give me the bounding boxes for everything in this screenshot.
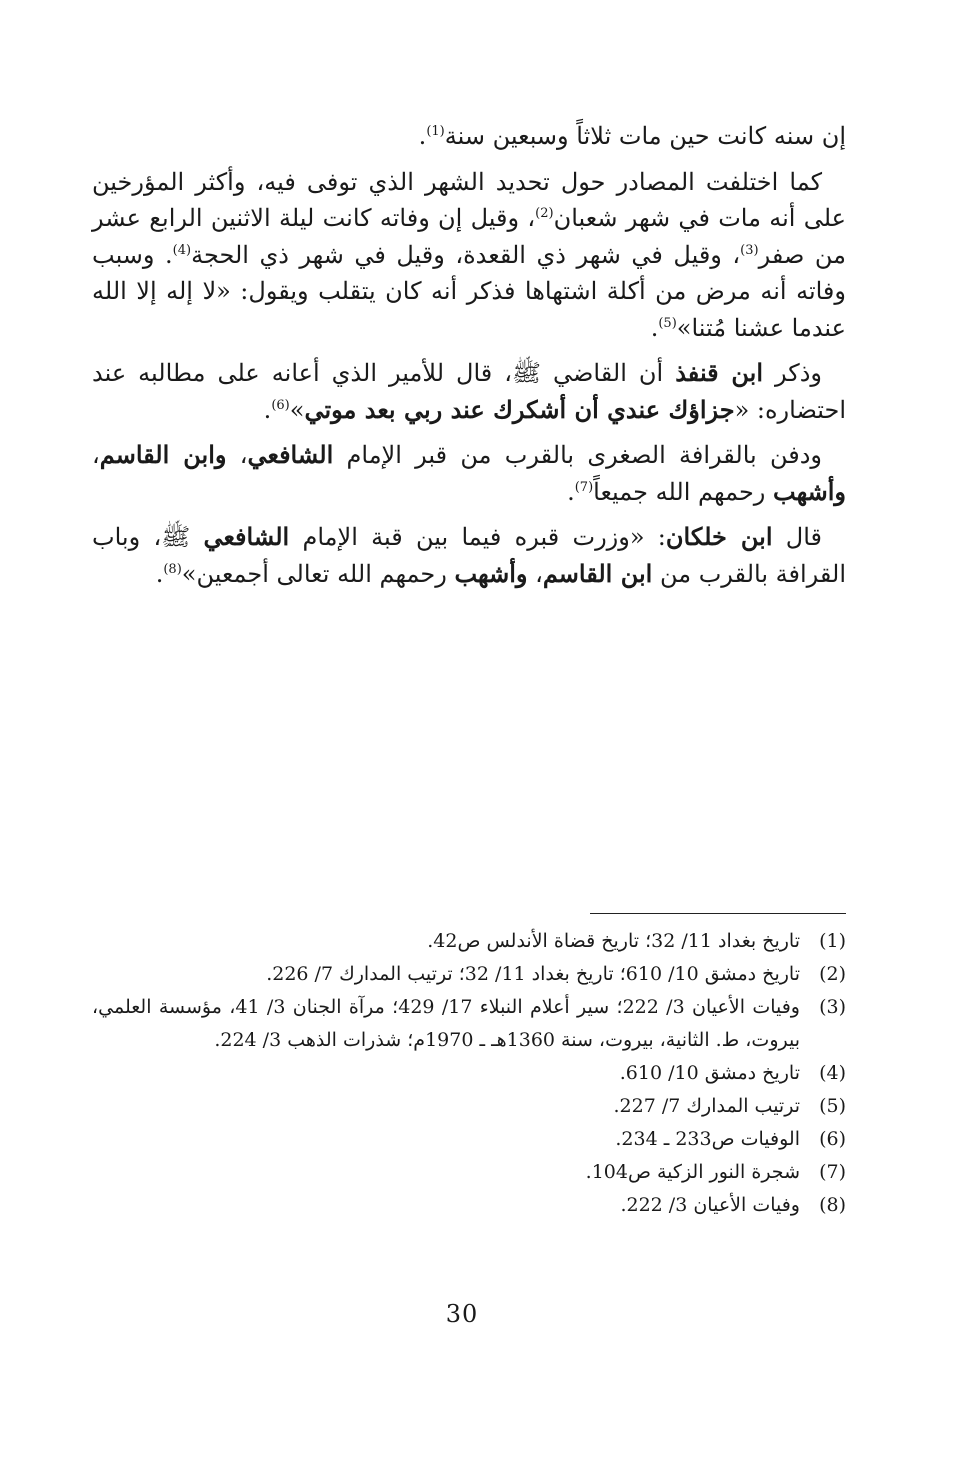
bold-name: وابن القاسم bbox=[99, 440, 227, 469]
bold-name: ابن قنفذ bbox=[675, 358, 764, 387]
paragraph-text: وذكر bbox=[763, 359, 822, 387]
footnote-number: (2) bbox=[819, 963, 846, 985]
footnote-ref[interactable]: (7) bbox=[574, 479, 594, 495]
footnote-ref[interactable]: (3) bbox=[740, 242, 759, 258]
footnote-ref[interactable]: (2) bbox=[535, 206, 554, 221]
footnote-item bbox=[92, 1189, 846, 1222]
footnote-divider bbox=[590, 913, 846, 914]
paragraph-text: ، وقيل في شهر ذي القعدة، وقيل في شهر ذي الحجة bbox=[191, 240, 741, 269]
footnote-item bbox=[92, 958, 846, 991]
paragraph-text: . bbox=[650, 313, 659, 342]
footnote-ref[interactable]: (1) bbox=[426, 124, 445, 139]
paragraph-text: قال bbox=[772, 523, 822, 551]
paragraph-text: أن القاضي ﷺ، قال للأمير الذي أعانه على مطالبه عند احتضاره: « bbox=[92, 359, 846, 424]
footnote-number: (6) bbox=[819, 1128, 846, 1150]
paragraph-text: . bbox=[567, 477, 575, 506]
paragraph-text: إن سنه كانت حين مات ثلاثاً وسبعين سنة bbox=[444, 122, 846, 150]
paragraph-text: كما اختلفت المصادر حول تحديد الشهر الذي توفى فيه، وأكثر المؤرخين على أنه مات في شهر شعبان bbox=[92, 167, 846, 232]
footnote-text: شجرة النور الزكية ص104. bbox=[585, 1161, 800, 1183]
paragraph-3 bbox=[92, 355, 846, 428]
paragraph-text: ودفن بالقرافة الصغرى بالقرب من قبر الإمام bbox=[333, 441, 822, 469]
footnote-text: تاريخ دمشق 10/ 610؛ تاريخ بغداد 11/ 32؛ ترتيب المدارك 7/ 226. bbox=[266, 963, 800, 985]
footnote-item bbox=[92, 1057, 846, 1090]
footnote-number: (4) bbox=[819, 1062, 846, 1084]
footnote-item bbox=[92, 1090, 846, 1123]
footnote-number: (5) bbox=[819, 1095, 846, 1117]
paragraph-1 bbox=[92, 118, 846, 155]
footnote-number: (8) bbox=[819, 1194, 846, 1216]
page-number: 30 bbox=[445, 1300, 479, 1328]
bold-name: وأشهب bbox=[773, 476, 846, 506]
paragraph-text: . bbox=[263, 395, 272, 424]
footnote-ref[interactable]: (5) bbox=[658, 315, 677, 331]
footnote-item bbox=[92, 1156, 846, 1189]
footnote-ref[interactable]: (6) bbox=[271, 397, 290, 413]
bold-name: ابن القاسم bbox=[542, 558, 653, 588]
main-text bbox=[92, 118, 846, 601]
footnote-text: ترتيب المدارك 7/ 227. bbox=[613, 1095, 800, 1117]
paragraph-text: ، bbox=[92, 441, 100, 469]
paragraph-text: . bbox=[418, 122, 427, 150]
footnote-text: وفيات الأعيان 3/ 222؛ سير أعلام النبلاء 17/ 429؛ مرآة الجنان 3/ 41، مؤسسة العلمي، بيروت، ط. الثانية، بيروت، سنة 1360هـ ـ 1970م؛ شذرات الذهب 3/ 224. bbox=[92, 996, 800, 1051]
footnotes bbox=[92, 925, 846, 1222]
paragraph-text: : «وزرت قبره فيما بين قبة الإمام bbox=[289, 523, 666, 551]
footnote-number: (7) bbox=[819, 1161, 846, 1183]
footnote-ref[interactable]: (8) bbox=[163, 561, 182, 577]
paragraph-text: رحمهم الله تعالى أجمعين» bbox=[181, 559, 455, 588]
bold-name: ابن خلكان bbox=[665, 522, 773, 551]
footnote-ref[interactable]: (4) bbox=[172, 242, 192, 258]
footnote-text: تاريخ بغداد 11/ 32؛ تاريخ قضاة الأندلس ص42. bbox=[427, 930, 800, 952]
paragraph-4 bbox=[92, 437, 846, 510]
bold-name: وأشهب bbox=[454, 558, 528, 588]
bold-name: الشافعي bbox=[247, 440, 334, 469]
footnote-number: (1) bbox=[819, 930, 846, 952]
footnote-text: الوفيات ص233 ـ 234. bbox=[615, 1128, 800, 1150]
paragraph-text: ، bbox=[527, 559, 543, 588]
paragraph-2 bbox=[92, 164, 846, 347]
paragraph-5 bbox=[92, 519, 846, 592]
bold-quote: جزاؤك عندي أن أشكرك عند ربي بعد موتي bbox=[304, 394, 735, 424]
paragraph-text: ، وقيل إن وفاته كانت ليلة الاثنين الرابع عشر من صفر bbox=[92, 204, 847, 269]
paragraph-text: ، bbox=[226, 441, 248, 469]
paragraph-text: . وسبب وفاته أنه مرض من أكلة اشتهاها فذكر أنه كان يتقلب ويقول: «لا إله إلا الله عندما عشنا مُتنا» bbox=[92, 240, 846, 342]
footnote-text: وفيات الأعيان 3/ 222. bbox=[620, 1194, 800, 1216]
paragraph-text: . bbox=[155, 559, 164, 588]
paragraph-text: ﷺ، وباب القرافة بالقرب من bbox=[92, 523, 846, 588]
paragraph-text: رحمهم الله جميعاً bbox=[593, 477, 773, 506]
footnote-item bbox=[92, 1123, 846, 1156]
footnote-number: (3) bbox=[819, 996, 846, 1018]
paragraph-text: » bbox=[289, 395, 305, 424]
footnote-item bbox=[92, 925, 846, 958]
bold-name: الشافعي bbox=[203, 522, 290, 551]
footnote-text: تاريخ دمشق 10/ 610. bbox=[619, 1062, 800, 1084]
footnote-item bbox=[92, 991, 846, 1057]
